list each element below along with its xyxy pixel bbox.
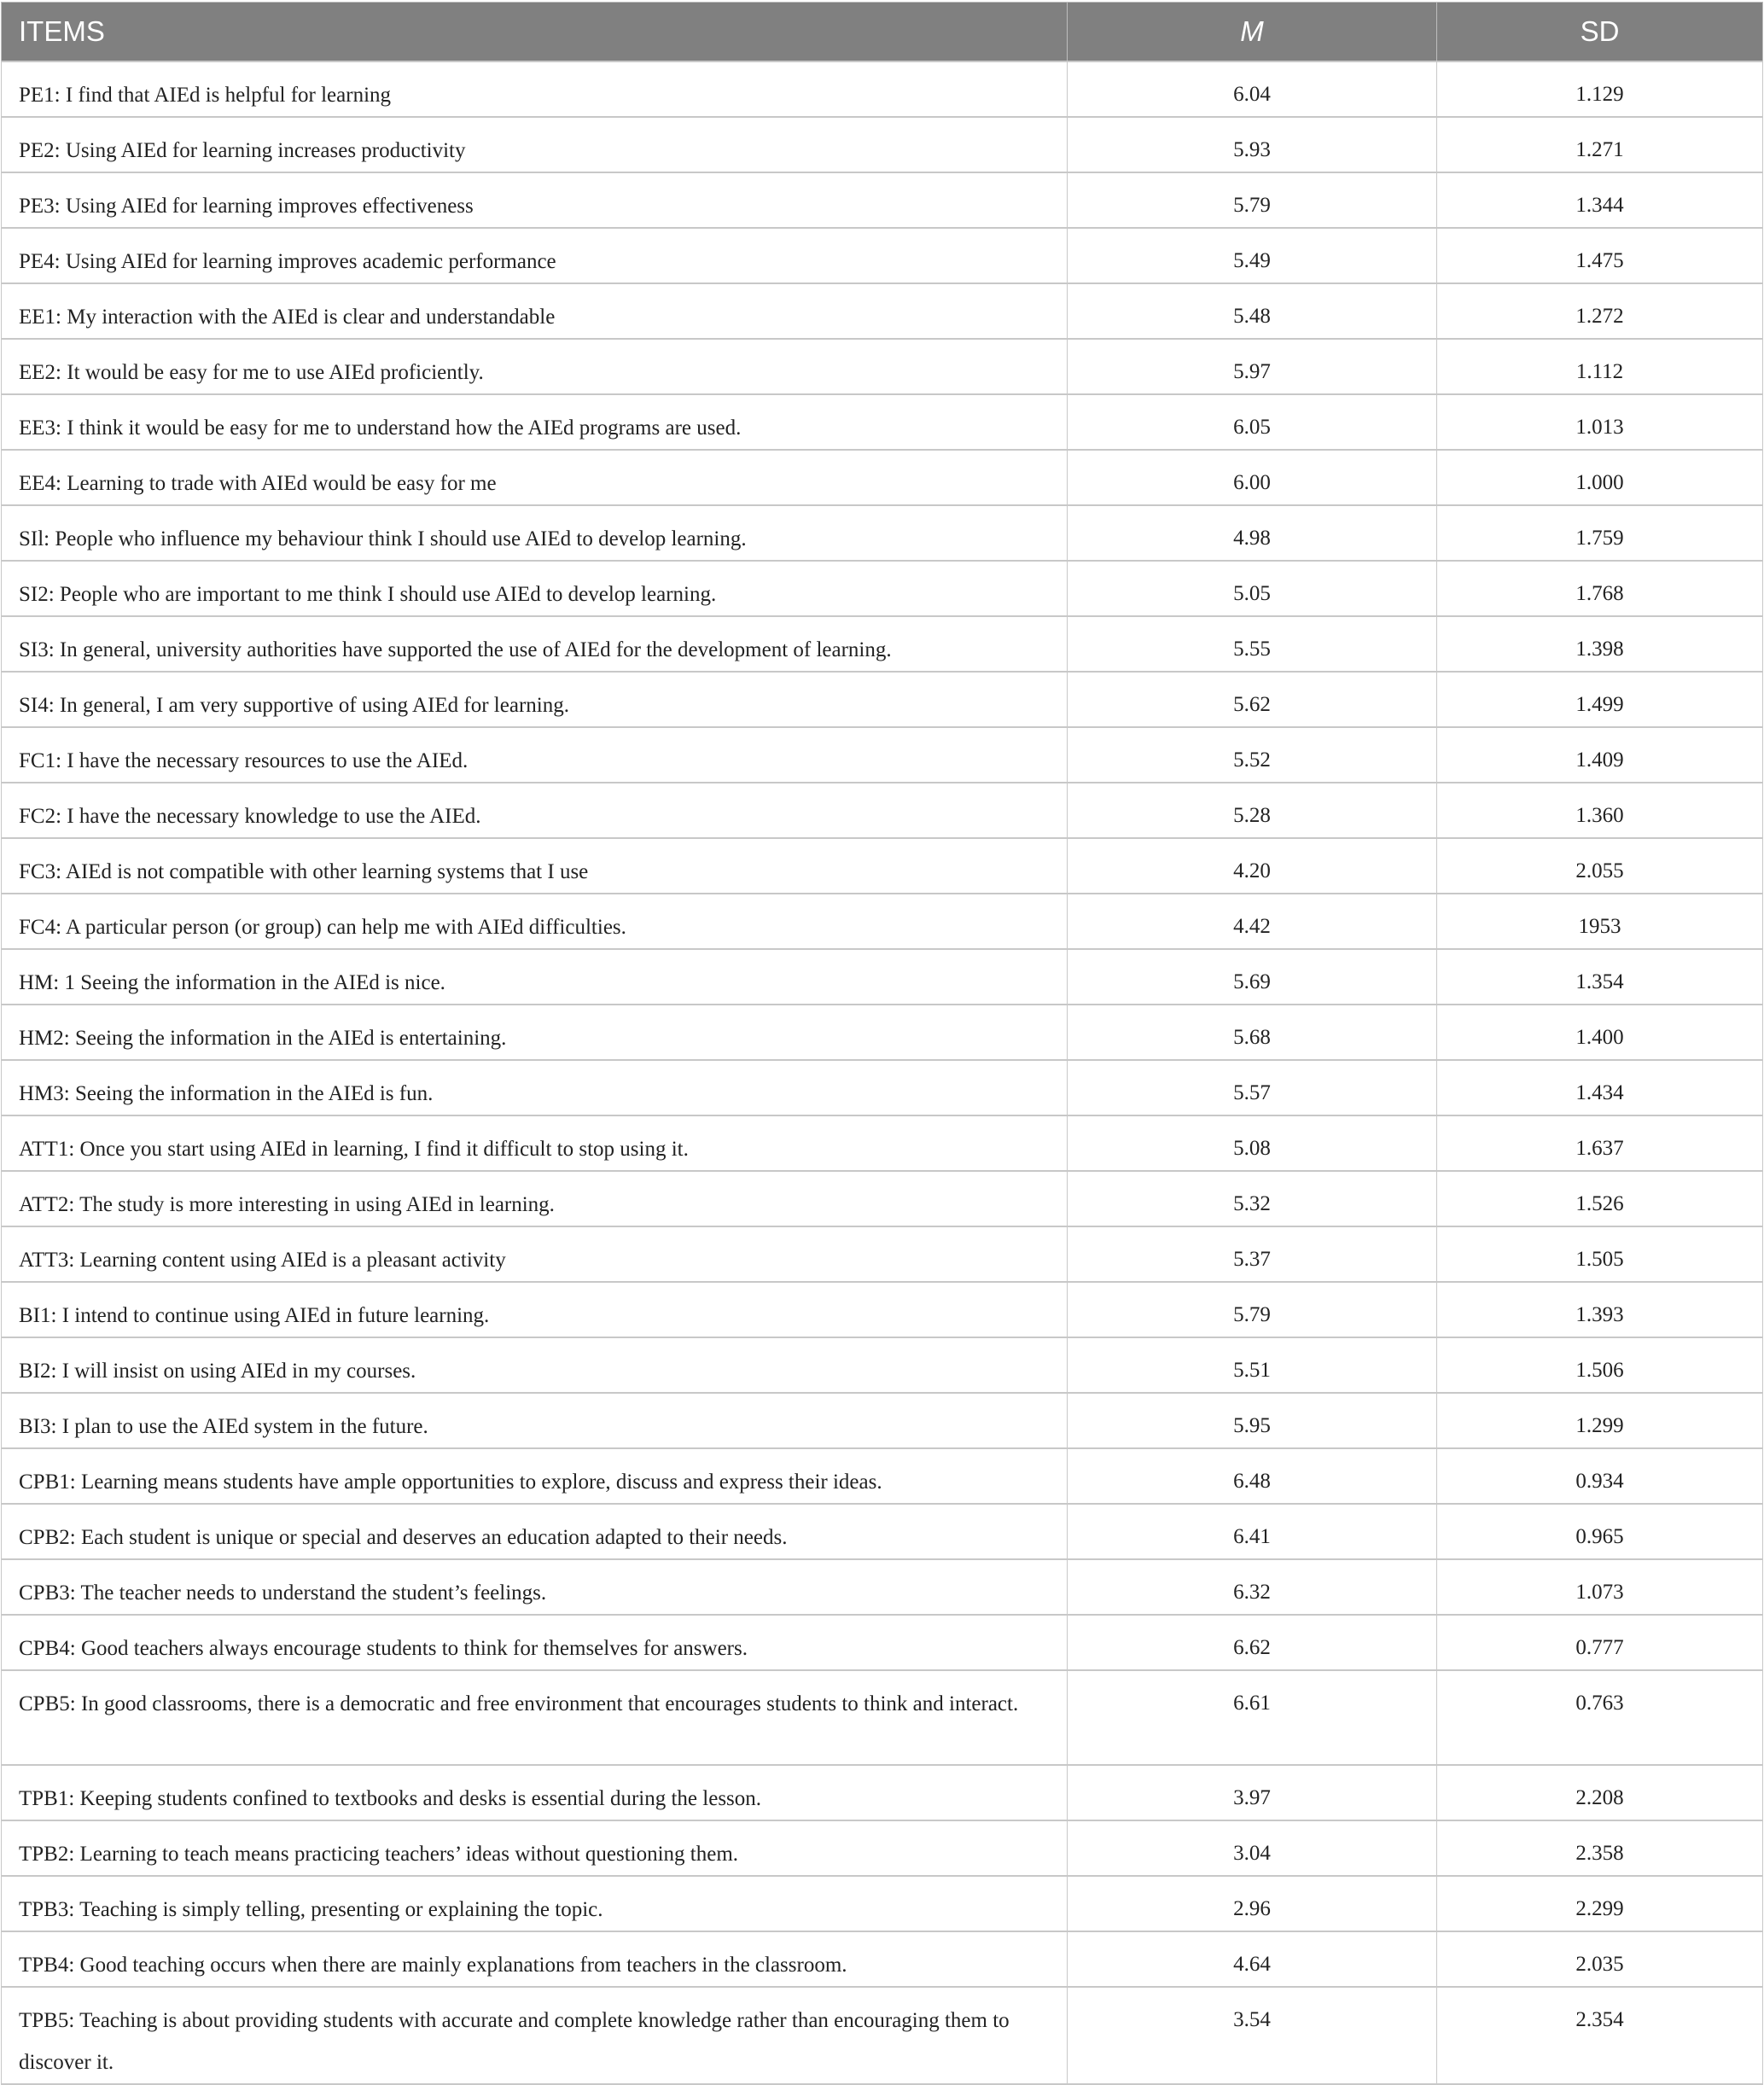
- sd-cell: 2.299: [1437, 1876, 1763, 1931]
- mean-cell: 6.41: [1068, 1504, 1437, 1559]
- item-cell: PE3: Using AIEd for learning improves effectiveness: [2, 172, 1068, 228]
- mean-cell: 5.28: [1068, 783, 1437, 838]
- sd-cell: 1.272: [1437, 283, 1763, 339]
- sd-cell: 0.777: [1437, 1615, 1763, 1670]
- table-row: [2, 727, 1763, 783]
- header-row: [2, 3, 1763, 62]
- table-row: [2, 1670, 1763, 1765]
- table-row: [2, 838, 1763, 894]
- sd-cell: 0.965: [1437, 1504, 1763, 1559]
- sd-cell: 1953: [1437, 894, 1763, 949]
- sd-cell: 1.506: [1437, 1337, 1763, 1393]
- item-cell: SI3: In general, university authorities have supported the use of AIEd for the development of learning.: [2, 616, 1068, 672]
- table-row: [2, 1931, 1763, 1987]
- table-row: [2, 283, 1763, 339]
- sd-cell: 1.013: [1437, 394, 1763, 450]
- table-row: [2, 172, 1763, 228]
- table-row: [2, 672, 1763, 727]
- table-row: [2, 1765, 1763, 1820]
- mean-cell: 5.93: [1068, 117, 1437, 172]
- table-row: [2, 1448, 1763, 1504]
- item-cell: CPB2: Each student is unique or special and deserves an education adapted to their needs.: [2, 1504, 1068, 1559]
- mean-cell: 5.05: [1068, 561, 1437, 616]
- table-row: [2, 450, 1763, 505]
- table-row: [2, 1115, 1763, 1171]
- item-cell: HM: 1 Seeing the information in the AIEd is nice.: [2, 949, 1068, 1005]
- sd-cell: 1.398: [1437, 616, 1763, 672]
- mean-cell: 5.49: [1068, 228, 1437, 283]
- item-cell: SI4: In general, I am very supportive of using AIEd for learning.: [2, 672, 1068, 727]
- mean-cell: 6.05: [1068, 394, 1437, 450]
- sd-cell: 1.409: [1437, 727, 1763, 783]
- mean-cell: 3.04: [1068, 1820, 1437, 1876]
- sd-cell: 1.499: [1437, 672, 1763, 727]
- mean-cell: 6.48: [1068, 1448, 1437, 1504]
- mean-cell: 2.96: [1068, 1876, 1437, 1931]
- item-cell: HM2: Seeing the information in the AIEd is entertaining.: [2, 1005, 1068, 1060]
- mean-cell: 5.52: [1068, 727, 1437, 783]
- mean-cell: 5.08: [1068, 1115, 1437, 1171]
- sd-cell: 2.354: [1437, 1987, 1763, 2084]
- item-cell: CPB1: Learning means students have ample opportunities to explore, discuss and express their ideas.: [2, 1448, 1068, 1504]
- mean-cell: 5.51: [1068, 1337, 1437, 1393]
- table-row: [2, 1559, 1763, 1615]
- item-cell: SI2: People who are important to me think I should use AIEd to develop learning.: [2, 561, 1068, 616]
- table-row: [2, 1987, 1763, 2084]
- mean-cell: 5.55: [1068, 616, 1437, 672]
- item-cell: ATT2: The study is more interesting in using AIEd in learning.: [2, 1171, 1068, 1226]
- item-cell: EE1: My interaction with the AIEd is clear and understandable: [2, 283, 1068, 339]
- table-row: [2, 1876, 1763, 1931]
- mean-cell: 6.32: [1068, 1559, 1437, 1615]
- item-cell: EE4: Learning to trade with AIEd would be easy for me: [2, 450, 1068, 505]
- sd-cell: 1.434: [1437, 1060, 1763, 1115]
- item-cell: CPB3: The teacher needs to understand the student’s feelings.: [2, 1559, 1068, 1615]
- table-row: [2, 561, 1763, 616]
- mean-cell: 4.98: [1068, 505, 1437, 561]
- mean-cell: 5.48: [1068, 283, 1437, 339]
- item-cell: PE4: Using AIEd for learning improves academic performance: [2, 228, 1068, 283]
- table-row: [2, 1615, 1763, 1670]
- sd-cell: 1.400: [1437, 1005, 1763, 1060]
- mean-cell: 5.37: [1068, 1226, 1437, 1282]
- table-row: [2, 949, 1763, 1005]
- descriptive-statistics-table: [1, 2, 1763, 2085]
- item-cell: EE3: I think it would be easy for me to understand how the AIEd programs are used.: [2, 394, 1068, 450]
- sd-cell: 2.055: [1437, 838, 1763, 894]
- item-cell: BI2: I will insist on using AIEd in my courses.: [2, 1337, 1068, 1393]
- item-cell: EE2: It would be easy for me to use AIEd proficiently.: [2, 339, 1068, 394]
- item-cell: TPB2: Learning to teach means practicing teachers’ ideas without questioning them.: [2, 1820, 1068, 1876]
- sd-cell: 1.759: [1437, 505, 1763, 561]
- sd-cell: 1.393: [1437, 1282, 1763, 1337]
- mean-cell: 5.62: [1068, 672, 1437, 727]
- sd-cell: 1.000: [1437, 450, 1763, 505]
- mean-cell: 4.20: [1068, 838, 1437, 894]
- sd-cell: 1.505: [1437, 1226, 1763, 1282]
- table-row: [2, 1282, 1763, 1337]
- item-cell: SIl: People who influence my behaviour think I should use AIEd to develop learning.: [2, 505, 1068, 561]
- table-row: [2, 1504, 1763, 1559]
- item-cell: CPB4: Good teachers always encourage students to think for themselves for answers.: [2, 1615, 1068, 1670]
- mean-cell: 5.69: [1068, 949, 1437, 1005]
- item-cell: TPB3: Teaching is simply telling, presenting or explaining the topic.: [2, 1876, 1068, 1931]
- header-mean: M: [1068, 3, 1437, 62]
- sd-cell: 1.299: [1437, 1393, 1763, 1448]
- table-row: [2, 339, 1763, 394]
- item-cell: FC4: A particular person (or group) can help me with AIEd difficulties.: [2, 894, 1068, 949]
- mean-cell: 6.00: [1068, 450, 1437, 505]
- sd-cell: 1.354: [1437, 949, 1763, 1005]
- item-cell: FC3: AIEd is not compatible with other learning systems that I use: [2, 838, 1068, 894]
- item-cell: ATT1: Once you start using AIEd in learning, I find it difficult to stop using it.: [2, 1115, 1068, 1171]
- table-row: [2, 616, 1763, 672]
- table-row: [2, 228, 1763, 283]
- table-row: [2, 894, 1763, 949]
- header-items: ITEMS: [2, 3, 1068, 62]
- mean-cell: 5.79: [1068, 172, 1437, 228]
- sd-cell: 0.763: [1437, 1670, 1763, 1765]
- table-row: [2, 61, 1763, 117]
- table-row: [2, 783, 1763, 838]
- sd-cell: 1.637: [1437, 1115, 1763, 1171]
- mean-cell: 5.68: [1068, 1005, 1437, 1060]
- mean-cell: 6.61: [1068, 1670, 1437, 1765]
- sd-cell: 1.344: [1437, 172, 1763, 228]
- mean-cell: 6.62: [1068, 1615, 1437, 1670]
- table-row: [2, 1393, 1763, 1448]
- sd-cell: 1.526: [1437, 1171, 1763, 1226]
- sd-cell: 2.035: [1437, 1931, 1763, 1987]
- sd-cell: 1.271: [1437, 117, 1763, 172]
- item-cell: PE1: I find that AIEd is helpful for learning: [2, 61, 1068, 117]
- item-cell: TPB5: Teaching is about providing students with accurate and complete knowledge rather than encouraging them to discover it.: [2, 1987, 1068, 2084]
- table-row: [2, 1171, 1763, 1226]
- mean-cell: 4.64: [1068, 1931, 1437, 1987]
- mean-cell: 5.57: [1068, 1060, 1437, 1115]
- item-cell: TPB4: Good teaching occurs when there are mainly explanations from teachers in the classroom.: [2, 1931, 1068, 1987]
- table-row: [2, 505, 1763, 561]
- sd-cell: 1.112: [1437, 339, 1763, 394]
- mean-cell: 5.95: [1068, 1393, 1437, 1448]
- item-cell: CPB5: In good classrooms, there is a democratic and free environment that encourages students to think and interact.: [2, 1670, 1068, 1765]
- mean-cell: 3.97: [1068, 1765, 1437, 1820]
- mean-cell: 6.04: [1068, 61, 1437, 117]
- sd-cell: 1.073: [1437, 1559, 1763, 1615]
- sd-cell: 2.358: [1437, 1820, 1763, 1876]
- item-cell: HM3: Seeing the information in the AIEd is fun.: [2, 1060, 1068, 1115]
- item-cell: BI3: I plan to use the AIEd system in the future.: [2, 1393, 1068, 1448]
- sd-cell: 1.129: [1437, 61, 1763, 117]
- sd-cell: 1.475: [1437, 228, 1763, 283]
- item-cell: FC2: I have the necessary knowledge to use the AIEd.: [2, 783, 1068, 838]
- table-row: [2, 1226, 1763, 1282]
- item-cell: TPB1: Keeping students confined to textbooks and desks is essential during the lesson.: [2, 1765, 1068, 1820]
- sd-cell: 1.360: [1437, 783, 1763, 838]
- table-row: [2, 1337, 1763, 1393]
- mean-cell: 4.42: [1068, 894, 1437, 949]
- item-cell: ATT3: Learning content using AIEd is a pleasant activity: [2, 1226, 1068, 1282]
- item-cell: FC1: I have the necessary resources to use the AIEd.: [2, 727, 1068, 783]
- mean-cell: 5.97: [1068, 339, 1437, 394]
- table-row: [2, 117, 1763, 172]
- sd-cell: 0.934: [1437, 1448, 1763, 1504]
- mean-cell: 5.79: [1068, 1282, 1437, 1337]
- mean-cell: 5.32: [1068, 1171, 1437, 1226]
- table-row: [2, 1060, 1763, 1115]
- item-cell: BI1: I intend to continue using AIEd in future learning.: [2, 1282, 1068, 1337]
- table-row: [2, 1820, 1763, 1876]
- sd-cell: 1.768: [1437, 561, 1763, 616]
- mean-cell: 3.54: [1068, 1987, 1437, 2084]
- header-sd: SD: [1437, 3, 1763, 62]
- table-row: [2, 1005, 1763, 1060]
- sd-cell: 2.208: [1437, 1765, 1763, 1820]
- table-row: [2, 394, 1763, 450]
- item-cell: PE2: Using AIEd for learning increases productivity: [2, 117, 1068, 172]
